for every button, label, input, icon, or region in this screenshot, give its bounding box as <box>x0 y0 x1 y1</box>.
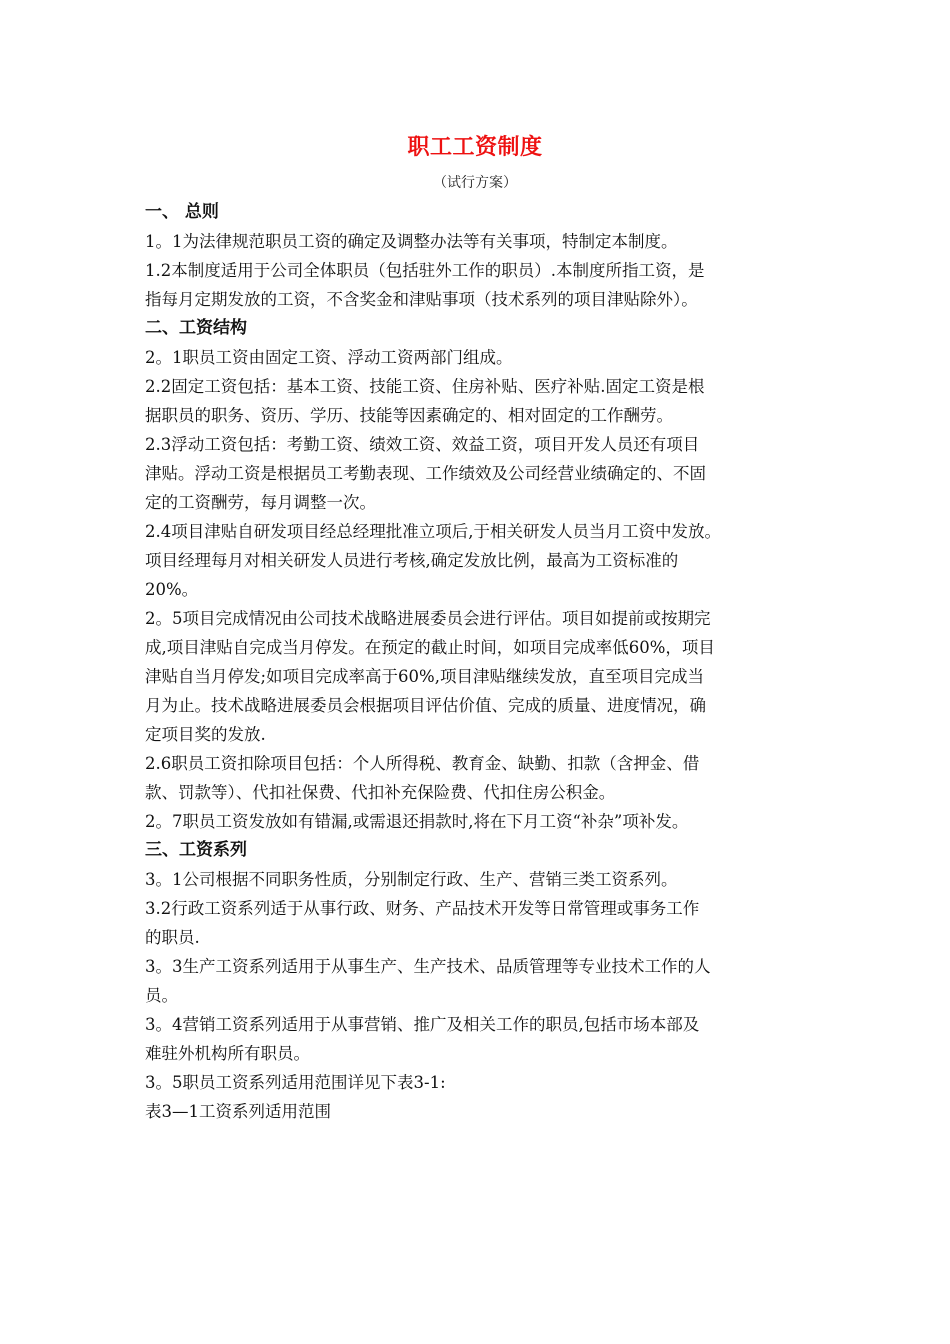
body-line: 3。4营销工资系列适用于从事营销、推广及相关工作的职员,包括市场本部及 <box>145 1015 700 1034</box>
body-line: 的职员. <box>145 928 200 947</box>
body-line: 款、罚款等）、代扣社保费、代扣补充保险费、代扣住房公积金。 <box>145 783 616 802</box>
body-line: 1。1为法律规范职员工资的确定及调整办法等有关事项，特制定本制度。 <box>145 232 678 251</box>
body-line: 定的工资酬劳，每月调整一次。 <box>145 493 376 512</box>
body-line: 2。1职员工资由固定工资、浮动工资两部门组成。 <box>145 348 513 367</box>
body-line: 定项目奖的发放. <box>145 725 266 744</box>
body-line: 2。7职员工资发放如有错漏,或需退还捐款时,将在下月工资“补杂”项补发。 <box>145 812 689 831</box>
body-line: 难驻外机构所有职员。 <box>145 1044 310 1063</box>
body-line: 3.2行政工资系列适于从事行政、财务、产品技术开发等日常管理或事务工作 <box>145 899 700 918</box>
body-line: 员。 <box>145 986 178 1005</box>
body-line: 月为止。技术战略进展委员会根据项目评估价值、完成的质量、进度情况，确 <box>145 696 706 715</box>
body-line: 表3—1工资系列适用范围 <box>145 1102 331 1121</box>
body-line: 20%。 <box>145 580 199 599</box>
body-line: 3。5职员工资系列适用范围详见下表3-1: <box>145 1073 446 1092</box>
section-heading: 一、 总则 <box>145 202 219 222</box>
body-line: 2.3浮动工资包括：考勤工资、绩效工资、效益工资，项目开发人员还有项目 <box>145 435 700 454</box>
document-title: 职工工资制度 <box>407 135 543 160</box>
section-heading: 二、工资结构 <box>145 318 247 338</box>
body-line: 1.2本制度适用于公司全体职员（包括驻外工作的职员）.本制度所指工资，是 <box>145 261 705 280</box>
body-line: 津贴自当月停发;如项目完成率高于60%,项目津贴继续发放，直至项目完成当 <box>145 667 704 686</box>
body-line: 2。5项目完成情况由公司技术战略进展委员会进行评估。项目如提前或按期完 <box>145 609 711 628</box>
body-line: 津贴。浮动工资是根据员工考勤表现、工作绩效及公司经营业绩确定的、不固 <box>145 464 706 483</box>
body-line: 3。3生产工资系列适用于从事生产、生产技术、品质管理等专业技术工作的人 <box>145 957 711 976</box>
body-line: 成,项目津贴自完成当月停发。在预定的截止时间，如项目完成率低60%，项目 <box>145 638 715 657</box>
body-line: 2.6职员工资扣除项目包括：个人所得税、教育金、缺勤、扣款（含押金、借 <box>145 754 700 773</box>
document-body <box>145 198 810 1126</box>
section-heading: 三、工资系列 <box>145 840 247 860</box>
body-line: 2.2固定工资包括：基本工资、技能工资、住房补贴、医疗补贴.固定工资是根 <box>145 377 705 396</box>
body-line: 据职员的职务、资历、学历、技能等因素确定的、相对固定的工作酬劳。 <box>145 406 673 425</box>
document-subtitle: （试行方案） <box>433 175 517 191</box>
body-line: 2.4项目津贴自研发项目经总经理批准立项后,于相关研发人员当月工资中发放。 <box>145 522 721 541</box>
body-line: 指每月定期发放的工资，不含奖金和津贴事项（技术系列的项目津贴除外）。 <box>145 290 698 309</box>
body-line: 项目经理每月对相关研发人员进行考核,确定发放比例，最高为工资标准的 <box>145 551 679 570</box>
body-line: 3。1公司根据不同职务性质，分别制定行政、生产、营销三类工资系列。 <box>145 870 678 889</box>
